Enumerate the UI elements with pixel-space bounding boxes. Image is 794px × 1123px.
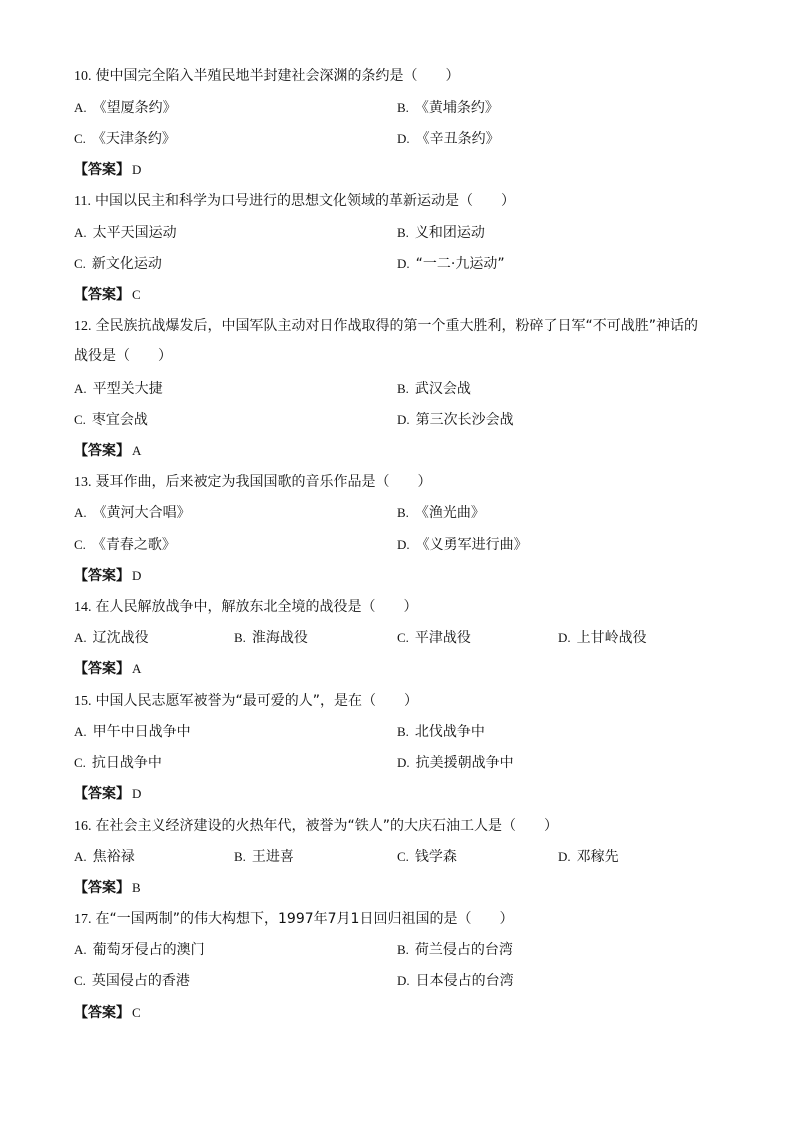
option-letter: A.: [74, 381, 87, 396]
question-text: 全民族抗战爆发后，中国军队主动对日作战取得的第一个重大胜利，粉碎了日军“不可战胜”神话的: [95, 318, 699, 334]
answer-line: [74, 160, 141, 180]
question-number: 10.: [74, 69, 92, 84]
question-text: 在社会主义经济建设的火热年代，被誉为“铁人”的大庆石油工人是（ ）: [95, 818, 559, 834]
option-letter: D.: [397, 755, 410, 770]
answer-value: A: [132, 661, 142, 676]
question-text: 使中国完全陷入半殖民地半封建社会深渊的条约是（ ）: [95, 68, 460, 84]
option-text: 《望厦条约》: [92, 100, 177, 116]
question-number: 14.: [74, 600, 92, 615]
option-letter: D.: [397, 412, 410, 427]
option-text: 抗美援朝战争中: [415, 755, 514, 771]
question-text: 战役是（ ）: [74, 348, 172, 364]
option-text: 平津战役: [414, 630, 471, 646]
option-letter: D.: [397, 973, 410, 988]
question-number: 17.: [74, 912, 92, 927]
question-number: 12.: [74, 319, 92, 334]
answer-label: 【答案】: [74, 786, 130, 802]
option-a: [74, 628, 149, 648]
option-text: 《义勇军进行曲》: [415, 537, 528, 553]
option-text: 武汉会战: [414, 381, 471, 397]
option-a: [74, 722, 191, 742]
option-text: 焦裕禄: [92, 849, 135, 865]
option-d: [397, 254, 505, 274]
option-a: [74, 223, 177, 243]
option-letter: B.: [397, 100, 409, 115]
option-b: [234, 847, 294, 867]
question-stem: [74, 691, 418, 712]
option-letter: C.: [74, 412, 86, 427]
option-letter: C.: [74, 131, 86, 146]
option-d: [397, 753, 514, 773]
question-stem: [74, 191, 515, 212]
option-letter: B.: [397, 505, 409, 520]
option-letter: A.: [74, 849, 87, 864]
answer-line: [74, 784, 141, 804]
option-text: 《黄埔条约》: [414, 100, 499, 116]
option-text: 平型关大捷: [92, 381, 163, 397]
option-d: [397, 971, 514, 991]
option-text: 第三次长沙会战: [415, 412, 514, 428]
option-text: 抗日战争中: [91, 755, 162, 771]
answer-label: 【答案】: [74, 1005, 130, 1021]
option-letter: B.: [397, 381, 409, 396]
question-number: 16.: [74, 819, 92, 834]
question-text: 在“一国两制”的伟大构想下，1997年7月1日回归祖国的是（ ）: [95, 911, 514, 927]
answer-value: A: [132, 443, 142, 458]
option-letter: C.: [74, 973, 86, 988]
option-letter: D.: [558, 630, 571, 645]
option-b: [397, 223, 485, 243]
option-d: [558, 847, 619, 867]
option-letter: B.: [397, 942, 409, 957]
question-stem: [74, 597, 418, 618]
answer-value: D: [132, 786, 142, 801]
option-text: “一二·九运动”: [415, 256, 505, 272]
option-c: [74, 971, 190, 991]
answer-line: [74, 441, 141, 461]
option-text: 邓稼先: [576, 849, 619, 865]
option-c: [74, 753, 162, 773]
option-a: [74, 379, 163, 399]
option-letter: C.: [74, 256, 86, 271]
question-text: 在人民解放战争中，解放东北全境的战役是（ ）: [95, 599, 418, 615]
option-text: 北伐战争中: [414, 724, 485, 740]
option-letter: B.: [234, 630, 246, 645]
option-text: 钱学森: [414, 849, 457, 865]
option-letter: A.: [74, 942, 87, 957]
answer-label: 【答案】: [74, 880, 130, 896]
answer-line: [74, 566, 141, 586]
option-text: 《青春之歌》: [91, 537, 176, 553]
option-text: 王进喜: [251, 849, 294, 865]
option-text: 《辛丑条约》: [415, 131, 500, 147]
option-b: [397, 98, 499, 118]
option-text: 《黄河大合唱》: [92, 505, 191, 521]
option-letter: D.: [397, 131, 410, 146]
answer-value: C: [132, 287, 141, 302]
option-c: [74, 129, 176, 149]
option-text: 枣宜会战: [91, 412, 148, 428]
option-c: [74, 254, 162, 274]
option-letter: C.: [74, 537, 86, 552]
question-stem: [74, 816, 558, 837]
option-b: [397, 379, 471, 399]
option-letter: B.: [234, 849, 246, 864]
option-text: 辽沈战役: [92, 630, 149, 646]
option-b: [397, 503, 485, 523]
question-stem: [74, 472, 432, 493]
option-b: [397, 940, 513, 960]
option-letter: D.: [558, 849, 571, 864]
answer-line: [74, 878, 141, 898]
option-text: 英国侵占的香港: [91, 973, 190, 989]
option-letter: C.: [397, 630, 409, 645]
option-letter: A.: [74, 505, 87, 520]
question-stem-continuation: [74, 346, 172, 366]
option-a: [74, 847, 135, 867]
option-text: 荷兰侵占的台湾: [414, 942, 513, 958]
option-text: 《渔光曲》: [414, 505, 485, 521]
question-number: 11.: [74, 194, 91, 209]
option-c: [74, 410, 148, 430]
option-a: [74, 503, 191, 523]
answer-label: 【答案】: [74, 162, 130, 178]
option-text: 上甘岭战役: [576, 630, 647, 646]
option-c: [397, 847, 457, 867]
question-number: 15.: [74, 694, 92, 709]
option-letter: B.: [397, 225, 409, 240]
option-b: [397, 722, 485, 742]
question-text: 中国人民志愿军被誉为“最可爱的人”，是在（ ）: [95, 693, 419, 709]
option-text: 太平天国运动: [92, 225, 177, 241]
option-letter: A.: [74, 630, 87, 645]
answer-line: [74, 285, 141, 305]
option-letter: D.: [397, 256, 410, 271]
option-d: [397, 410, 514, 430]
option-text: 淮海战役: [251, 630, 308, 646]
answer-line: [74, 659, 141, 679]
question-text: 中国以民主和科学为口号进行的思想文化领域的革新运动是（ ）: [94, 193, 515, 209]
answer-value: B: [132, 880, 141, 895]
answer-label: 【答案】: [74, 443, 130, 459]
option-d: [558, 628, 647, 648]
option-c: [74, 535, 176, 555]
option-text: 葡萄牙侵占的澳门: [92, 942, 205, 958]
option-d: [397, 129, 500, 149]
answer-value: D: [132, 568, 142, 583]
answer-label: 【答案】: [74, 287, 130, 303]
answer-line: [74, 1003, 141, 1023]
option-a: [74, 940, 205, 960]
option-letter: A.: [74, 225, 87, 240]
answer-label: 【答案】: [74, 661, 130, 677]
answer-label: 【答案】: [74, 568, 130, 584]
option-a: [74, 98, 177, 118]
option-text: 新文化运动: [91, 256, 162, 272]
question-stem: [74, 909, 513, 930]
option-b: [234, 628, 308, 648]
option-letter: C.: [397, 849, 409, 864]
question-number: 13.: [74, 475, 92, 490]
option-text: 《天津条约》: [91, 131, 176, 147]
answer-value: C: [132, 1005, 141, 1020]
option-letter: A.: [74, 724, 87, 739]
answer-value: D: [132, 162, 142, 177]
question-text: 聂耳作曲，后来被定为我国国歌的音乐作品是（ ）: [95, 474, 432, 490]
question-stem: [74, 316, 698, 337]
question-stem: [74, 66, 460, 87]
option-letter: B.: [397, 724, 409, 739]
option-c: [397, 628, 471, 648]
option-text: 甲午中日战争中: [92, 724, 191, 740]
option-letter: D.: [397, 537, 410, 552]
option-text: 日本侵占的台湾: [415, 973, 514, 989]
option-letter: C.: [74, 755, 86, 770]
option-text: 义和团运动: [414, 225, 485, 241]
option-letter: A.: [74, 100, 87, 115]
option-d: [397, 535, 528, 555]
